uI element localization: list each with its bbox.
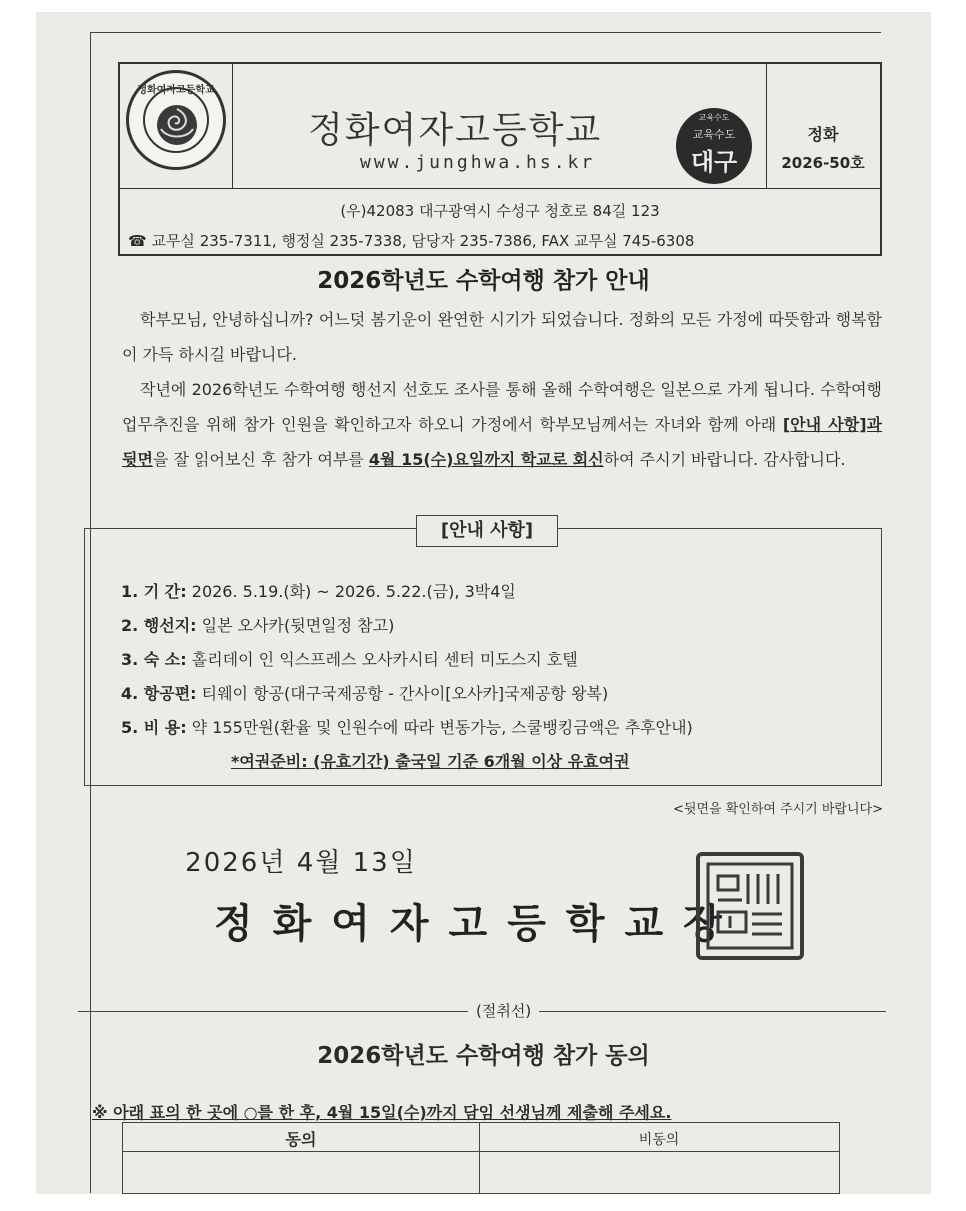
school-phones: ☎ 교무실 235-7311, 행정실 235-7338, 담당자 235-7386, FAX 교무실 745-6308 <box>128 232 695 250</box>
notice-items <box>121 575 693 779</box>
check-back-note: <뒷면을 확인하여 주시기 바랍니다> <box>673 802 883 817</box>
notice-item-value: 홀리데이 인 익스프레스 오사카시티 센터 미도스지 호텔 <box>186 650 578 669</box>
letterhead-divider-left <box>232 64 233 188</box>
school-logo <box>126 70 226 170</box>
daegu-emblem-mid-text: 교육수도 <box>692 128 736 141</box>
notice-item-value: 약 155만원(환율 및 인원수에 따라 변동가능, 스쿨뱅킹금액은 추후안내) <box>186 718 693 737</box>
rose-icon <box>153 101 201 149</box>
paragraph-main-text-3: 하여 주시기 바랍니다. 감사합니다. <box>603 450 846 469</box>
notice-title: 2026학년도 수학여행 참가 안내 <box>317 268 650 294</box>
principal-signature: 정화여자고등학교장 <box>214 901 742 947</box>
document-page <box>36 12 931 1194</box>
notice-item-key: 1. 기 간: <box>121 582 187 601</box>
notice-item-value: 티웨이 항공(대구국제공항 - 간사이[오사카]국제공항 왕복) <box>196 684 609 703</box>
paragraph-main-text-2: 을 잘 읽어보신 후 참가 여부를 <box>152 450 369 469</box>
school-url: www.junghwa.hs.kr <box>360 152 596 173</box>
cut-line <box>78 1000 886 1022</box>
notice-item-value: 2026. 5.19.(화) ~ 2026. 5.22.(금), 3박4일 <box>186 582 516 601</box>
document-org: 정화 <box>807 125 839 144</box>
notice-item-key: 5. 비 용: <box>121 718 187 737</box>
school-name: 정화여자고등학교 <box>308 110 603 151</box>
paragraph-main-text: 작년에 2026학년도 수학여행 행선지 선호도 조사를 통해 올해 수학여행은 일본으로 가게 됩니다. 수학여행 업무추진을 위해 참가 인원을 확인하고자 하오니 가정에서 학부모님께서는 자녀와 함께 아래 <box>122 380 882 434</box>
daegu-emblem-top-text: 교육수도 <box>698 113 730 122</box>
consent-agree-header: 동의 <box>285 1130 317 1149</box>
passport-note: *여권준비: (유효기간) 출국일 기준 6개월 이상 유효여권 <box>231 752 630 771</box>
consent-disagree-header: 비동의 <box>638 1132 680 1148</box>
official-seal-icon <box>696 852 804 960</box>
notice-item-key: 2. 행선지: <box>121 616 197 635</box>
notice-item <box>121 575 693 609</box>
emphasis-deadline: 4월 15(수)요일까지 학교로 회신 <box>368 450 604 469</box>
document-number: 2026-50호 <box>781 154 865 172</box>
consent-title: 2026학년도 수학여행 참가 동의 <box>317 1043 650 1069</box>
notice-item <box>121 643 693 677</box>
logo-text: 정화여자고등학교 <box>137 85 215 96</box>
emphasis-notice-ref: [안내 사항]과 뒷면 <box>122 415 882 469</box>
notice-item <box>121 677 693 711</box>
notice-box <box>84 520 882 786</box>
school-address: (우)42083 대구광역시 수성구 청호로 84길 123 <box>340 202 660 220</box>
consent-table <box>122 1122 840 1194</box>
cut-line-label: (절취선) <box>468 1000 539 1021</box>
daegu-emblem <box>676 108 752 184</box>
letterhead <box>118 62 882 256</box>
issue-date: 2026년 4월 13일 <box>185 848 417 878</box>
daegu-emblem-text: 대구 <box>690 148 738 176</box>
consent-table-row-divider <box>123 1151 839 1152</box>
notice-item-key: 3. 숙 소: <box>121 650 187 669</box>
letter-body <box>122 302 882 477</box>
notice-item-value: 일본 오사카(뒷면일정 참고) <box>196 616 395 635</box>
notice-box-title: [안내 사항] <box>416 515 558 547</box>
paragraph-greeting: 학부모님, 안녕하십니까? 어느덧 봄기운이 완연한 시기가 되었습니다. 정화의 모든 가정에 따뜻함과 행복함이 가득 하시길 바랍니다. <box>122 310 882 364</box>
notice-item-key: 4. 항공편: <box>121 684 197 703</box>
paragraph-main <box>122 372 882 477</box>
notice-item <box>121 609 693 643</box>
consent-instruction: ※ 아래 표의 한 곳에 ○를 한 후, 4월 15일(수)까지 담임 선생님께 제출해 주세요. <box>92 1103 672 1122</box>
letterhead-divider <box>120 188 880 189</box>
notice-item <box>121 711 693 745</box>
